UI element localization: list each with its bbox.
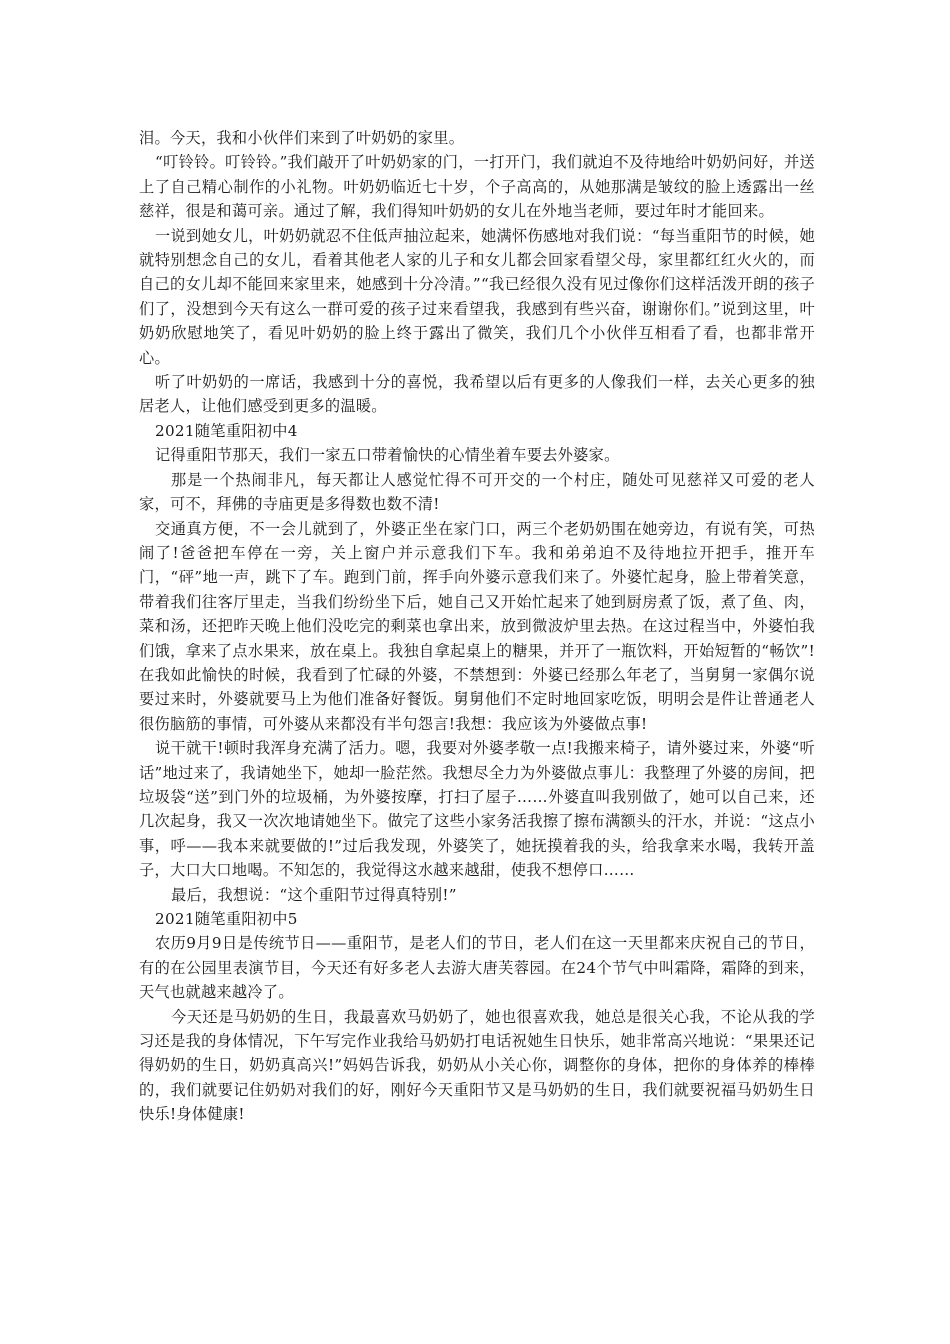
paragraph: 农历9月9日是传统节日——重阳节，是老人们的节日，老人们在这一天里都来庆祝自己的节日，有的在公园里表演节目，今天还有好多老人去游大唐芙蓉园。在24个节气中叫霜降，霜降的到来，天气也就越来越冷了。	[139, 934, 815, 1002]
section-heading: 2021随笔重阳初中5	[155, 910, 298, 928]
paragraph: 说干就干!顿时我浑身充满了活力。嗯，我要对外婆孝敬一点!我搬来椅子，请外婆过来，外婆“听话”地过来了，我请她坐下，她却一脸茫然。我想尽全力为外婆做点事儿：我整理了外婆的房间，把垃圾袋“送”到门外的垃圾桶，为外婆按摩，打扫了屋子……外婆直叫我别做了，她可以自己来，还几次起身，我又一次次地请她坐下。做完了这些小家务活我擦了擦布满额头的汗水，并说：“这点小事，呼——我本来就要做的!”过后我发现，外婆笑了，她抚摸着我的头，给我拿来水喝，我转开盖子，大口大口地喝。不知怎的，我觉得这水越来越甜，使我不想停口……	[139, 739, 815, 880]
section-heading: 2021随笔重阳初中4	[155, 421, 298, 440]
paragraph: 交通真方便，不一会儿就到了，外婆正坐在家门口，两三个老奶奶围在她旁边，有说有笑，可热闹了!爸爸把车停在一旁，关上窗户并示意我们下车。我和弟弟迫不及待地拉开把手，推开车门，“砰”地一声，跳下了车。跑到门前，挥手向外婆示意我们来了。外婆忙起身，脸上带着笑意，带着我们往客厅里走，当我们纷纷坐下后，她自己又开始忙起来了她到厨房煮了饭，煮了鱼、肉，菜和汤，还把昨天晚上他们没吃完的剩菜也拿出来，放到微波炉里去热。在这过程当中，外婆怕我们饿，拿来了点水果来，放在桌上。我独自拿起桌上的糖果，并开了一瓶饮料，开始短暂的“畅饮”!在我如此愉快的时候，我看到了忙碌的外婆，不禁想到：外婆已经那么年老了，当舅舅一家偶尔说要过来时，外婆就要马上为他们准备好餐饭。舅舅他们不定时地回家吃饭，明明会是件让普通老人很伤脑筋的事情，可外婆从来都没有半句怨言!我想：我应该为外婆做点事!	[139, 519, 815, 733]
paragraph: 最后，我想说：“这个重阳节过得真特别!”	[171, 885, 457, 904]
paragraph: “叮铃铃。叮铃铃。”我们敲开了叶奶奶家的门，一打开门，我们就迫不及待地给叶奶奶问好，并送上了自己精心制作的小礼物。叶奶奶临近七十岁，个子高高的，从她那满是皱纹的脸上透露出一丝慈祥，很是和蔼可亲。通过了解，我们得知叶奶奶的女儿在外地当老师，要过年时才能回来。	[139, 153, 815, 221]
paragraph: 那是一个热闹非凡，每天都让人感觉忙得不可开交的一个村庄，随处可见慈祥又可爱的老人家，可不，拜佛的寺庙更是多得数也数不清!	[139, 470, 815, 514]
paragraph: 记得重阳节那天，我们一家五口带着愉快的心情坐着车要去外婆家。	[155, 446, 620, 465]
paragraph: 今天还是马奶奶的生日，我最喜欢马奶奶了，她也很喜欢我，她总是很关心我，不论从我的学习还是我的身体情况，下午写完作业我给马奶奶打电话祝她生日快乐，她非常高兴地说：“果果还记得奶奶的生日，奶奶真高兴!”妈妈告诉我，奶奶从小关心你，调整你的身体，把你的身体养的棒棒的，我们就要记住奶奶对我们的好，刚好今天重阳节又是马奶奶的生日，我们就要祝福马奶奶生日快乐!身体健康!	[139, 1007, 815, 1124]
document-body	[139, 126, 815, 1127]
paragraph-continuation: 泪。今天，我和小伙伴们来到了叶奶奶的家里。	[139, 129, 465, 147]
paragraph: 一说到她女儿，叶奶奶就忍不住低声抽泣起来，她满怀伤感地对我们说：“每当重阳节的时候，她就特别想念自己的女儿，看着其他老人家的儿子和女儿都会回家看望父母，家里都红红火火的，而自己的女儿却不能回来家里来，她感到十分冷清。”“我已经很久没有见过像你们这样活泼开朗的孩子们了，没想到今天有这么一群可爱的孩子过来看望我，我感到有些兴奋，谢谢你们。”说到这里，叶奶奶欣慰地笑了，看见叶奶奶的脸上终于露出了微笑，我们几个小伙伴互相看了看，也都非常开心。	[139, 226, 815, 367]
paragraph: 听了叶奶奶的一席话，我感到十分的喜悦，我希望以后有更多的人像我们一样，去关心更多的独居老人，让他们感受到更多的温暖。	[139, 373, 815, 416]
